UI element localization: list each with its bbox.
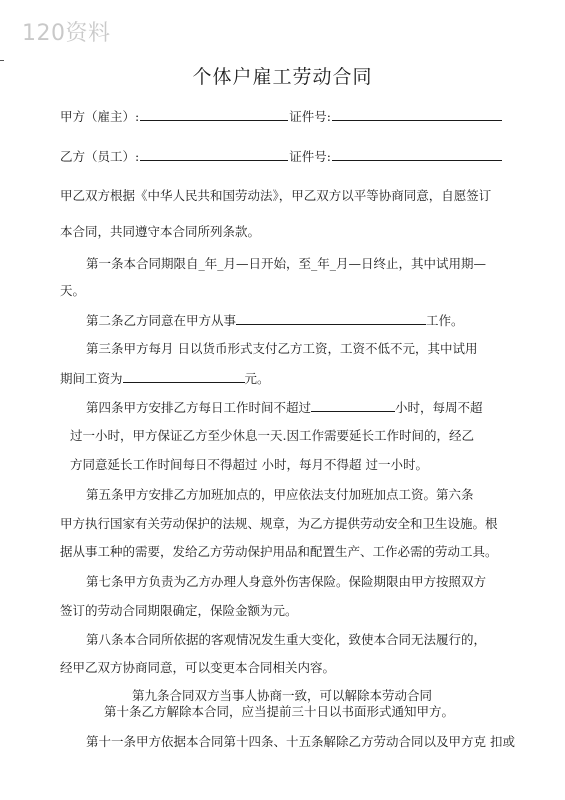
clause-1-line-1: 第一条本合同期限自_年_月—日开始，至_年_月—日终止，其中试用期— [86,256,487,271]
clause-4-hours-blank [311,400,395,412]
clause-6-line-1: 甲方执行国家有关劳动保护的法规、规章，为乙方提供劳动安全和卫生设施。根 [60,516,498,531]
party-b-label: 乙方（员工）: [60,149,140,164]
clause-2-row [86,313,464,329]
party-b-row [60,148,503,165]
intro-line-1: 甲乙双方根据《中华人民共和国劳动法》，甲乙双方以平等协商同意，自愿签订 [60,188,492,203]
clause-6-line-2: 据从事工种的需要，发给乙方劳动保护用品和配置生产、工作必需的劳动工具。 [60,544,498,559]
edge-mark [0,60,4,61]
document-title: 个体户雇工劳动合同 [192,66,373,88]
clause-3-line-2 [60,371,270,387]
clause-9: 第九条合同双方当事人协商一致，可以解除本劳动合同 [132,688,433,703]
party-a-id-field [332,108,502,121]
clause-7-line-1: 第七条甲方负责为乙方办理人身意外伤害保险。保险期限由甲方按照双方 [86,574,487,589]
party-a-row [60,108,503,125]
party-b-name-field [140,148,288,161]
clause-2-text: 第二条乙方同意在甲方从事 [86,313,237,328]
clause-5-line-1: 第五条甲方安排乙方加班加点的，甲应依法支付加班加点工资。第六条 [86,487,474,502]
clause-4-line-2: 过一小时，甲方保证乙方至少休息一天.因工作需要延长工作时间的，经乙 [70,428,474,443]
clause-4-line-1 [86,400,483,416]
clause-11-line-1: 第十一条甲方依据本合同第十四条、十五条解除乙方劳动合同以及甲方克 扣或 [86,734,515,749]
clause-3-wage-unit: 元。 [244,371,270,386]
party-b-id-field [332,148,502,161]
clause-3-line-1: 第三条甲方每月 日以货币形式支付乙方工资，工资不低不元，其中试用 [86,341,478,356]
watermark: 120资料 [22,21,111,46]
clause-3-wage-label: 期间工资为 [60,371,123,386]
clause-3-wage-blank [123,371,245,383]
clause-4-line-3: 方同意延长工作时间每日不得超过 小时，每月不得超 过一小时。 [70,457,428,472]
clause-4-text: 第四条甲方安排乙方每日工作时间不超过 [86,400,312,415]
clause-8-line-2: 经甲乙双方协商同意，可以变更本合同相关内容。 [60,660,336,675]
clause-2-end: 工作。 [426,313,464,328]
clause-1-line-2: 天。 [60,283,86,298]
party-a-name-field [140,108,288,121]
clause-4-text-end: 小时，每周不超 [395,400,483,415]
clause-2-blank [236,313,426,325]
party-b-id-label: 证件号: [289,149,331,164]
clause-10: 第十条乙方解除本合同，应当提前三十日以书面形式通知甲方。 [104,704,455,719]
party-a-label: 甲方（雇主）: [60,109,140,124]
clause-8-line-1: 第八条本合同所依据的客观情况发生重大变化，致使本合同无法履行的， [86,632,487,647]
clause-7-line-2: 签订的劳动合同期限确定，保险金额为元。 [60,603,298,618]
party-a-id-label: 证件号: [289,109,331,124]
intro-line-2: 本合同，共同遵守本合同所列条款。 [60,224,261,239]
